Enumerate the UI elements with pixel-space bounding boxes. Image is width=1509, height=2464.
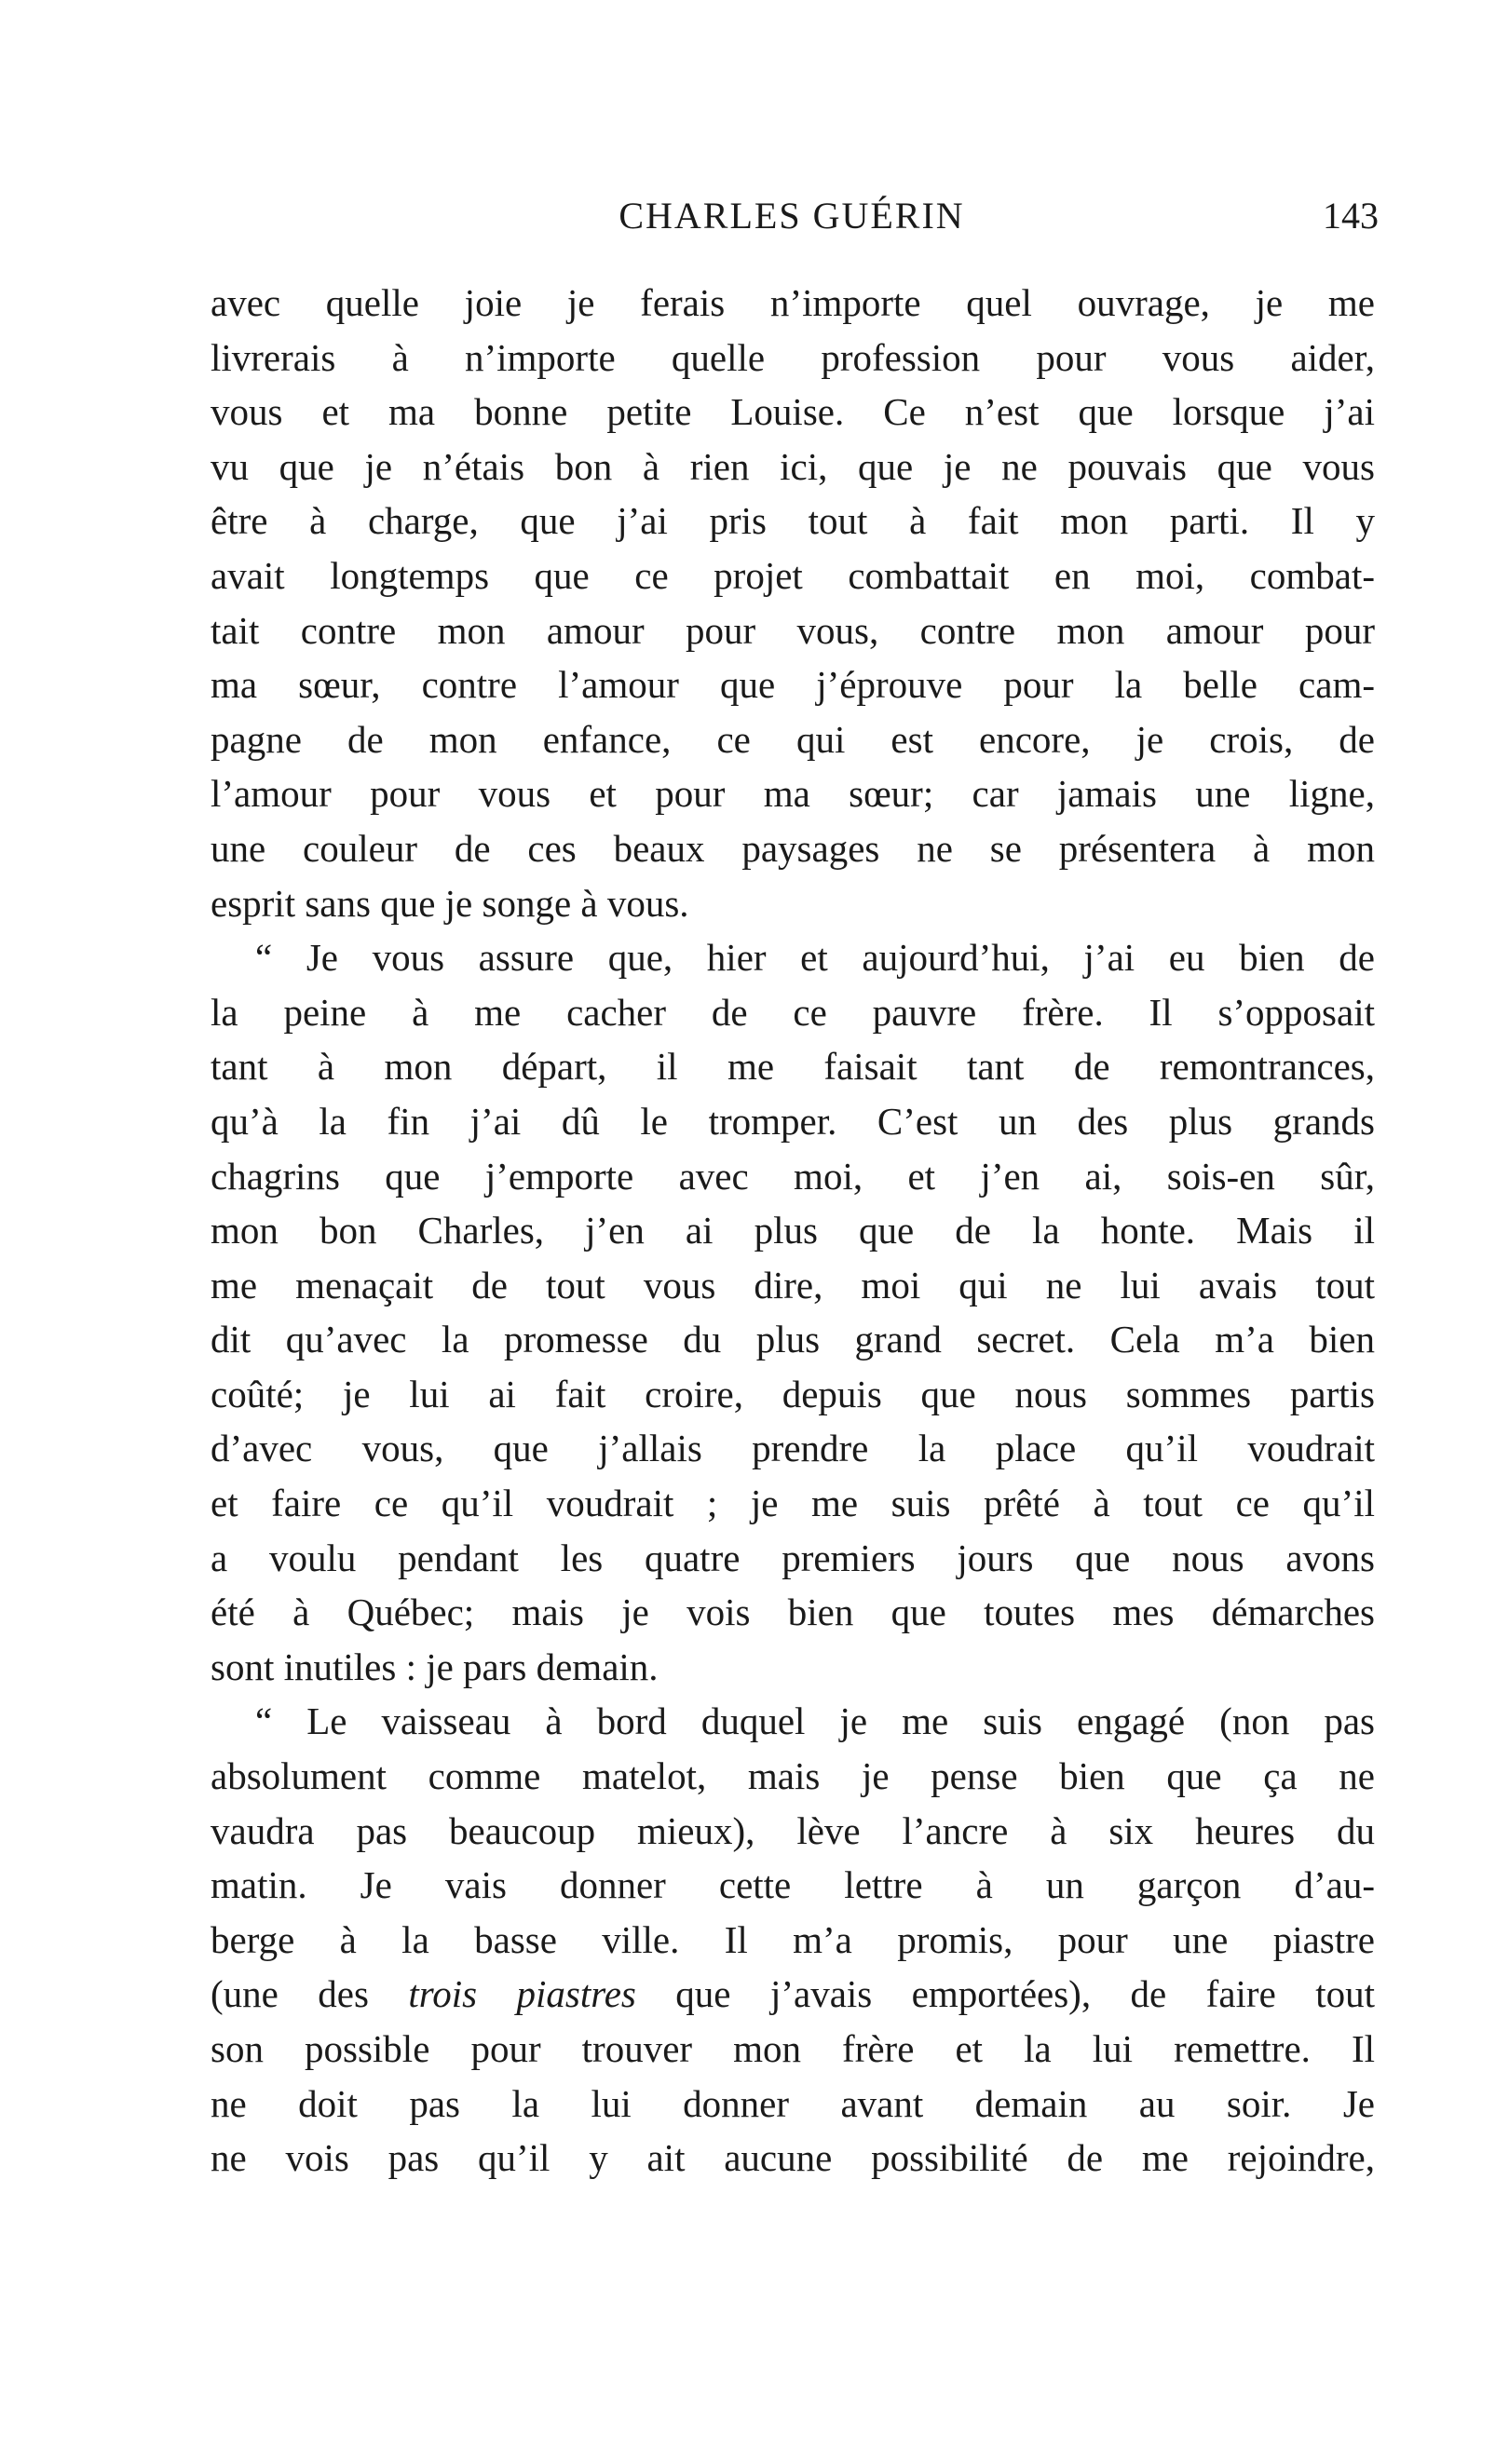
- text-line: tant à mon départ, il me faisait tant de remontrances,: [211, 1045, 1375, 1089]
- text-line: ne vois pas qu’il y ait aucune possibilité de me rejoindre,: [211, 2136, 1375, 2180]
- text-line: la peine à me cacher de ce pauvre frère. Il s’opposait: [211, 990, 1375, 1034]
- text-line: mon bon Charles, j’en ai plus que de la honte. Mais il: [211, 1209, 1375, 1252]
- text-line: tait contre mon amour pour vous, contre mon amour pour: [211, 608, 1375, 652]
- text-line: a voulu pendant les quatre premiers jours que nous avons: [211, 1536, 1375, 1579]
- text-line: absolument comme matelot, mais je pense bien que ça ne: [211, 1754, 1375, 1798]
- text-line: chagrins que j’emporte avec moi, et j’en ai, sois-en sûr,: [211, 1154, 1375, 1198]
- text-line: matin. Je vais donner cette lettre à un garçon d’au-: [211, 1863, 1375, 1907]
- text-line: qu’à la fin j’ai dû le tromper. C’est un des plus grands: [211, 1099, 1375, 1143]
- text-line: “ Le vaisseau à bord duquel je me suis engagé (non pas: [255, 1699, 1375, 1743]
- italic-text-run: trois piastres: [408, 1972, 636, 2016]
- text-line: une couleur de ces beaux paysages ne se présentera à mon: [211, 826, 1375, 870]
- text-line: coûté; je lui ai fait croire, depuis que nous sommes partis: [211, 1372, 1375, 1415]
- text-line: ma sœur, contre l’amour que j’éprouve pour la belle cam-: [211, 663, 1375, 707]
- text-line: être à charge, que j’ai pris tout à fait mon parti. Il y: [211, 499, 1375, 543]
- text-line: vu que je n’étais bon à rien ici, que je ne pouvais que vous: [211, 444, 1375, 488]
- text-line: et faire ce qu’il voudrait ; je me suis prêté à tout ce qu’il: [211, 1482, 1375, 1525]
- text-line: avait longtemps que ce projet combattait en moi, combat-: [211, 553, 1375, 597]
- text-line: me menaçait de tout vous dire, moi qui ne lui avais tout: [211, 1263, 1375, 1306]
- text-line: dit qu’avec la promesse du plus grand secret. Cela m’a bien: [211, 1318, 1375, 1361]
- page-number: 143: [1323, 195, 1379, 237]
- text-line: vous et ma bonne petite Louise. Ce n’est que lorsque j’ai: [211, 390, 1375, 434]
- text-line: pagne de mon enfance, ce qui est encore, je crois, de: [211, 717, 1375, 761]
- text-line: son possible pour trouver mon frère et la lui remettre. Il: [211, 2027, 1375, 2070]
- text-line: [211, 1967, 1375, 2022]
- text-line: livrerais à n’importe quelle profession pour vous aider,: [211, 335, 1375, 379]
- text-line: d’avec vous, que j’allais prendre la place qu’il voudrait: [211, 1427, 1375, 1470]
- text-line: l’amour pour vous et pour ma sœur; car jamais une ligne,: [211, 772, 1375, 816]
- body-text: [211, 276, 1375, 2186]
- running-head: [205, 194, 1379, 250]
- text-line: vaudra pas beaucoup mieux), lève l’ancre à six heures du: [211, 1808, 1375, 1852]
- text-run: que j’avais emportées), de faire tout: [635, 1972, 1375, 2016]
- text-line: avec quelle joie je ferais n’importe quel ouvrage, je me: [211, 281, 1375, 324]
- running-title: CHARLES GUÉRIN: [619, 195, 965, 237]
- text-line: berge à la basse ville. Il m’a promis, pour une piastre: [211, 1917, 1375, 1961]
- text-line: sont inutiles : je pars demain.: [211, 1645, 659, 1688]
- text-line: ne doit pas la lui donner avant demain au soir. Je: [211, 2081, 1375, 2125]
- text-run: (une des: [211, 1972, 409, 2016]
- text-line: “ Je vous assure que, hier et aujourd’hui, j’ai eu bien de: [255, 936, 1375, 980]
- text-line: été à Québec; mais je vois bien que toutes mes démarches: [211, 1591, 1375, 1634]
- text-line: esprit sans que je songe à vous.: [211, 881, 689, 925]
